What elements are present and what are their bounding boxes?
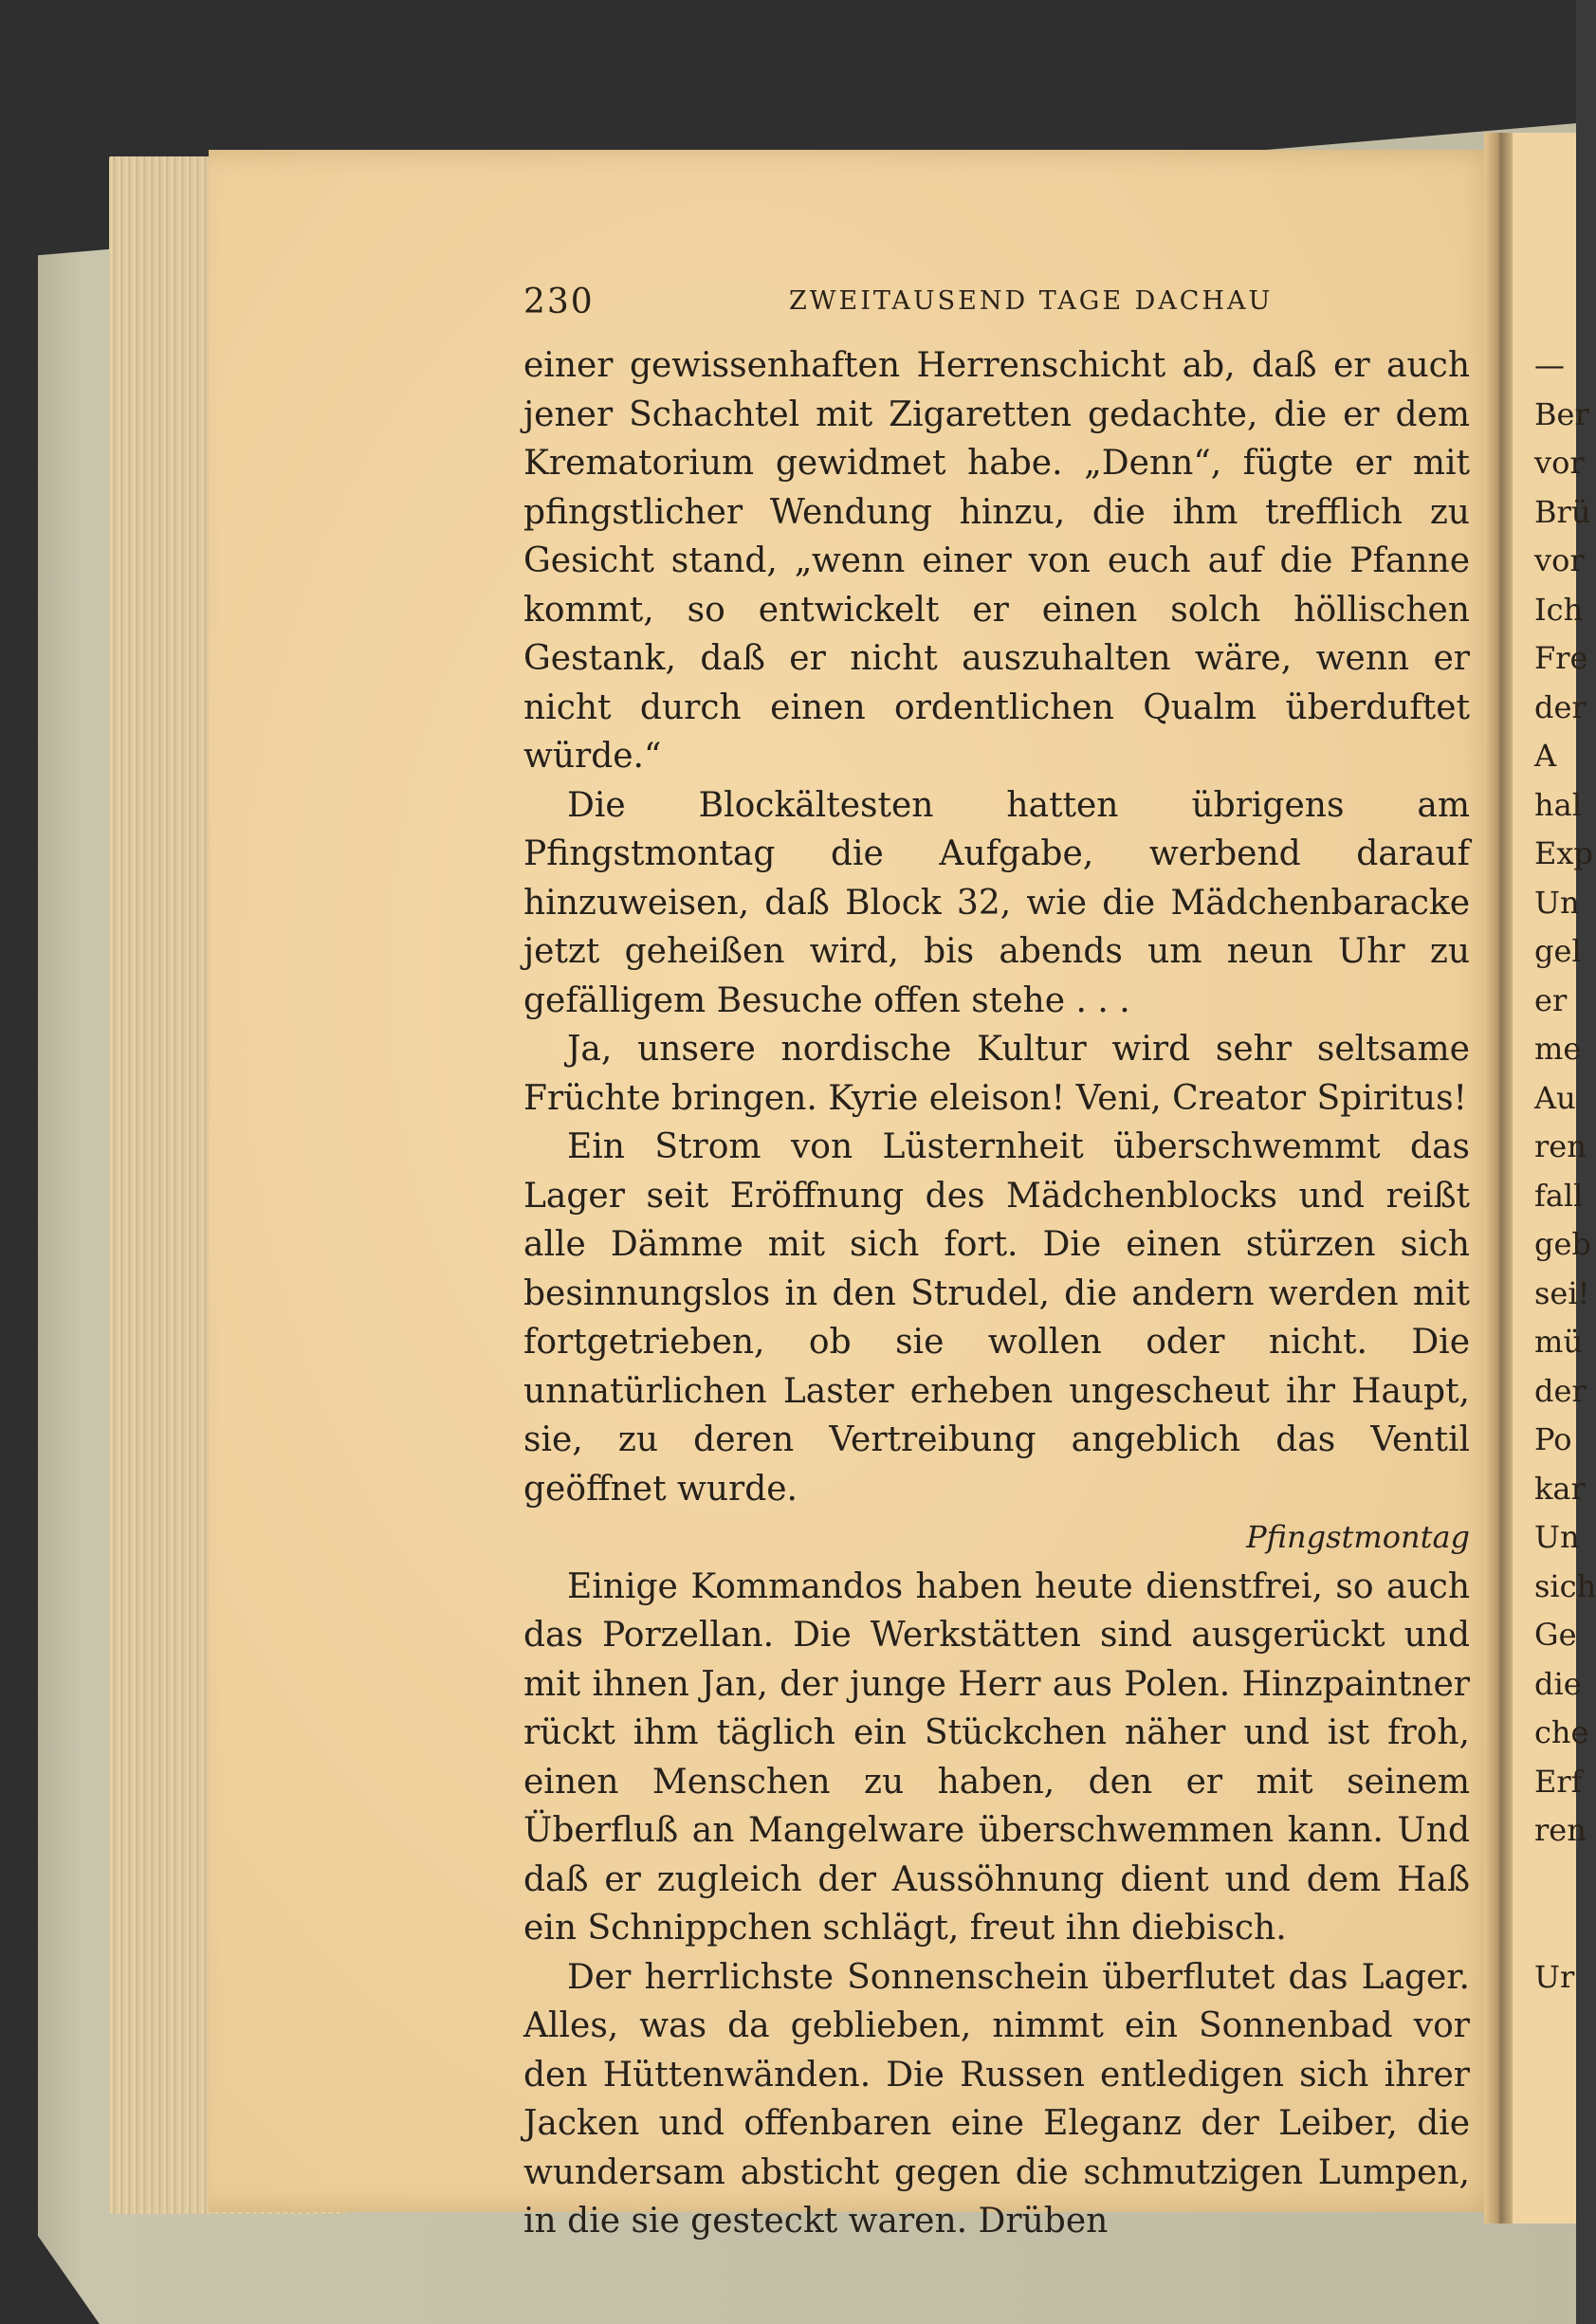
paragraph: einer gewissenhaften Herrenschicht ab, daß er auch jener Schachtel mit Zigaretten gedachte, die er dem Krematorium gewidmet habe. „Denn“, fügte er mit pfingstlicher Wendung hinzu, die ihm trefflich zu Gesicht stand, „wenn einer von euch auf die Pfanne kommt, so entwickelt er einen solch höllischen Gestank, daß er nicht auszuhalten wäre, wenn er nicht durch einen ordentlichen Qualm überduftet würde.“: [523, 346, 1470, 776]
paragraph: Ein Strom von Lüsternheit überschwemmt das Lager seit Eröffnung des Mädchenblocks und reißt alle Dämme mit sich fort. Die einen stürzen sich besinnungslos in den Strudel, die andern werden mit fortgetrieben, ob sie wollen oder nicht. Die unnatürlichen Laster erheben ungescheut ihr Haupt, sie, zu deren Vertreibung angeblich das Ventil geöffnet wurde.: [523, 1127, 1470, 1509]
facing-page-fragment: der: [1534, 1372, 1587, 1409]
facing-page-fragment: —: [1534, 347, 1565, 383]
book-gutter: [1484, 133, 1514, 2223]
date-heading: Pfingstmontag: [1246, 1519, 1470, 1555]
facing-page-fragment: [1534, 1856, 1591, 1905]
body-text: [523, 341, 1470, 2246]
facing-page-fragment: Ur: [1534, 1958, 1575, 1995]
facing-page-fragment: ren: [1534, 1812, 1587, 1848]
facing-page-fragment: die: [1534, 1665, 1582, 1702]
facing-page-fragment: hal: [1534, 786, 1582, 823]
page-number: 230: [523, 283, 595, 321]
facing-page-fragment: ren: [1534, 1128, 1587, 1164]
paragraph: Ja, unsere nordische Kultur wird sehr seltsame Früchte bringen. Kyrie eleison! Veni, Creator Spiritus!: [523, 1030, 1470, 1118]
facing-page-fragment: Po: [1534, 1421, 1572, 1457]
facing-page-fragment: A: [1534, 738, 1557, 774]
paragraph: Die Blockältesten hatten übrigens am Pfingstmontag die Aufgabe, werbend darauf hinzuweisen, daß Block 32, wie die Mädchenbaracke jetzt geheißen wird, bis abends um neun Uhr zu gefälligem Besuche offen stehe . . .: [523, 785, 1470, 1020]
facing-page-fragment: mü: [1534, 1324, 1583, 1360]
facing-page-fragment: che: [1534, 1714, 1589, 1750]
facing-page-fragment: fall: [1534, 1177, 1584, 1214]
facing-page-fragment: sich: [1534, 1567, 1596, 1604]
facing-page-fragment: Ber: [1534, 395, 1589, 432]
facing-page-fragment: Ich: [1534, 591, 1584, 628]
facing-page-fragment: Exp: [1534, 835, 1593, 871]
facing-page-fragment: geb: [1534, 1226, 1591, 1262]
facing-page-fragment: sei!: [1534, 1274, 1590, 1311]
facing-page-fragments: [1534, 341, 1596, 2002]
running-head: ZWEITAUSEND TAGE DACHAU: [789, 286, 1274, 316]
facing-page-fragment: Erf: [1534, 1763, 1583, 1800]
facing-page-fragment: Un: [1534, 884, 1580, 921]
paragraph: Der herrlichste Sonnenschein überflutet das Lager. Alles, was da geblieben, nimmt ein Sonnenbad vor den Hüttenwänden. Die Russen entledigen sich ihrer Jacken und offenbaren eine Eleganz der Leiber, die wundersam absticht gegen die schmutzigen Lumpen, in die sie gesteckt waren. Drüben: [523, 1957, 1470, 2241]
facing-page-fragment: vor: [1534, 445, 1585, 481]
page-header: [523, 283, 1481, 330]
facing-page-fragment: Brü: [1534, 493, 1591, 530]
paragraph: Einige Kommandos haben heute dienstfrei, so auch das Porzellan. Die Werkstätten sind ausgerückt und mit ihnen Jan, der junge Herr aus Polen. Hinzpaintner rückt ihm täglich ein Stückchen näher und ist froh, einen Menschen zu haben, den er mit seinem Überfluß an Mangelware überschwemmen kann. Und daß er zugleich der Aussöhnung dient und dem Haß ein Schnippchen schlägt, freut ihn diebisch.: [523, 1566, 1470, 1948]
facing-page-fragment: vor: [1534, 542, 1585, 578]
facing-page-fragment: er: [1534, 981, 1568, 1018]
facing-page-fragment: Au: [1534, 1079, 1576, 1116]
facing-page-fragment: der: [1534, 688, 1587, 725]
facing-page-fragment: Ge: [1534, 1617, 1577, 1653]
facing-page-fragment: [1534, 1904, 1591, 1953]
facing-page-fragment: kar: [1534, 1470, 1586, 1507]
facing-page-fragment: me: [1534, 1031, 1582, 1067]
facing-page-fragment: Fre: [1534, 640, 1588, 676]
facing-page-fragment: Un: [1534, 1519, 1580, 1555]
facing-page-fragment: gel: [1534, 933, 1582, 969]
